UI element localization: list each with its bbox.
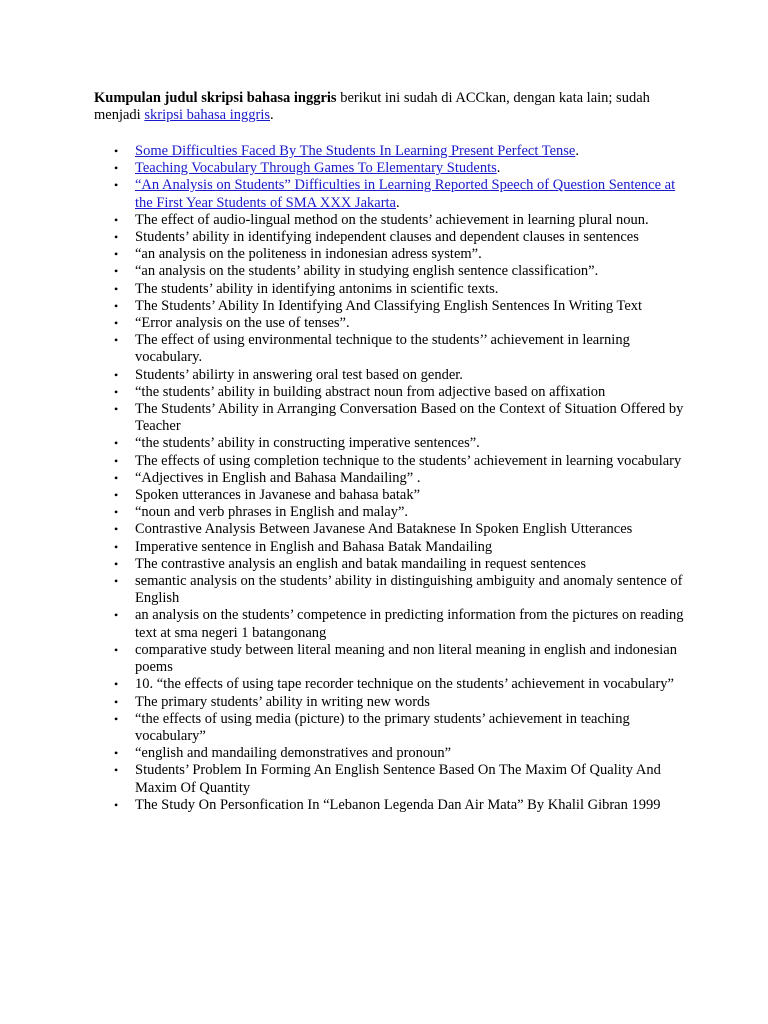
list-item bbox=[114, 280, 695, 298]
title-text: 10. “the effects of using tape recorder technique on the students’ achievement in vocabulary” bbox=[135, 676, 674, 693]
bullet-icon: • bbox=[114, 470, 119, 485]
bullet-icon: • bbox=[114, 212, 119, 227]
list-item bbox=[114, 366, 695, 384]
title-text: Students’ ability in identifying independent clauses and dependent clauses in sentences bbox=[135, 229, 639, 246]
title-text: comparative study between literal meaning and non literal meaning in english and indonesian poems bbox=[135, 641, 677, 676]
list-item bbox=[114, 555, 695, 573]
list-item bbox=[114, 469, 695, 487]
bullet-icon: • bbox=[114, 556, 119, 571]
list-item bbox=[114, 762, 695, 796]
list-item bbox=[114, 263, 695, 280]
title-text: semantic analysis on the students’ ability in distinguishing ambiguity and anomaly sentence of English bbox=[135, 573, 683, 607]
bullet-icon: • bbox=[114, 281, 119, 296]
list-item bbox=[114, 538, 695, 556]
title-text: Spoken utterances in Javanese and bahasa batak” bbox=[135, 487, 421, 504]
bullet-icon: • bbox=[114, 539, 119, 554]
bullet-icon: • bbox=[114, 608, 119, 623]
title-text: Students’ Problem In Forming An English Sentence Based On The Maxim Of Quality And Maxim Of Quantity bbox=[135, 762, 661, 796]
title-text: The Students’ Ability in Arranging Conversation Based on the Context of Situation Offered by Teacher bbox=[135, 401, 684, 435]
title-text: “an analysis on the students’ ability in studying english sentence classification”. bbox=[135, 263, 599, 280]
title-suffix: . bbox=[396, 194, 400, 211]
list-item[interactable] bbox=[114, 143, 695, 160]
intro-end: . bbox=[270, 107, 274, 124]
list-item bbox=[114, 607, 695, 641]
title-text: The primary students’ ability in writing new words bbox=[135, 693, 430, 710]
list-item bbox=[114, 401, 695, 435]
list-item[interactable] bbox=[114, 177, 695, 211]
bullet-icon: • bbox=[114, 488, 119, 503]
bullet-icon: • bbox=[114, 402, 119, 417]
list-item bbox=[114, 383, 695, 401]
bullet-icon: • bbox=[114, 178, 119, 193]
bullet-icon: • bbox=[114, 505, 119, 520]
bullet-icon: • bbox=[114, 264, 119, 279]
title-text: Contrastive Analysis Between Javanese And Bataknese In Spoken English Utterances bbox=[135, 521, 633, 538]
list-item bbox=[114, 332, 695, 366]
title-text: an analysis on the students’ competence in predicting information from the pictures on reading text at sma negeri 1 batangonang bbox=[135, 607, 684, 641]
list-item bbox=[114, 452, 695, 470]
bullet-icon: • bbox=[114, 711, 119, 726]
list-item bbox=[114, 435, 695, 452]
list-item[interactable] bbox=[114, 160, 695, 177]
title-link[interactable]: Teaching Vocabulary Through Games To Elementary Students bbox=[135, 160, 497, 177]
title-text: “noun and verb phrases in English and malay”. bbox=[135, 504, 409, 521]
list-item bbox=[114, 693, 695, 711]
bullet-icon: • bbox=[114, 574, 119, 589]
list-item bbox=[114, 504, 695, 521]
bullet-icon: • bbox=[114, 161, 119, 176]
list-item bbox=[114, 573, 695, 607]
bullet-icon: • bbox=[114, 247, 119, 262]
intro-text: berikut ini sudah di ACCkan, dengan kata lain; sudah menjadi bbox=[94, 90, 650, 124]
title-text: The Students’ Ability In Identifying And Classifying English Sentences In Writing Text bbox=[135, 297, 643, 314]
bullet-icon: • bbox=[114, 436, 119, 451]
list-item bbox=[114, 211, 695, 229]
skripsi-bahasa-inggris-link[interactable]: skripsi bahasa inggris bbox=[144, 107, 270, 124]
list-item bbox=[114, 315, 695, 332]
bullet-icon: • bbox=[114, 677, 119, 692]
intro-bold-lead: Kumpulan judul skripsi bahasa inggris bbox=[94, 90, 337, 106]
list-item bbox=[114, 710, 695, 745]
bullet-icon: • bbox=[114, 763, 119, 778]
title-suffix: . bbox=[496, 160, 501, 177]
list-item bbox=[114, 487, 695, 504]
bullet-icon: • bbox=[114, 642, 119, 657]
title-text: Imperative sentence in English and Bahasa Batak Mandailing bbox=[135, 538, 493, 555]
bullet-icon: • bbox=[114, 316, 119, 331]
title-text: The students’ ability in identifying antonims in scientific texts. bbox=[135, 280, 499, 297]
title-text: “the effects of using media (picture) to the primary students’ achievement in teaching vocabulary” bbox=[135, 710, 630, 744]
bullet-icon: • bbox=[114, 797, 119, 812]
bullet-icon: • bbox=[114, 298, 119, 313]
title-text: “english and mandailing demonstratives and pronoun” bbox=[135, 745, 452, 762]
title-text: “Adjectives in English and Bahasa Mandailing” . bbox=[135, 469, 421, 486]
title-text: “Error analysis on the use of tenses”. bbox=[135, 315, 350, 332]
list-item bbox=[114, 641, 695, 676]
bullet-icon: • bbox=[114, 522, 119, 537]
list-item bbox=[114, 521, 695, 538]
intro-paragraph bbox=[94, 90, 694, 124]
bullet-icon: • bbox=[114, 367, 119, 382]
bullet-icon: • bbox=[114, 453, 119, 468]
list-item bbox=[114, 745, 695, 762]
list-item bbox=[114, 297, 695, 315]
bullet-icon: • bbox=[114, 144, 119, 158]
title-text: Students’ abilirty in answering oral test based on gender. bbox=[135, 366, 463, 383]
bullet-icon: • bbox=[114, 384, 119, 399]
bullet-icon: • bbox=[114, 694, 119, 709]
list-item bbox=[114, 229, 695, 246]
thesis-title-list bbox=[114, 143, 695, 814]
list-item bbox=[114, 796, 695, 814]
list-item bbox=[114, 246, 695, 263]
title-text: The contrastive analysis an english and batak mandailing in request sentences bbox=[135, 555, 586, 572]
title-text: “the students’ ability in building abstract noun from adjective based on affixation bbox=[135, 383, 606, 400]
bullet-icon: • bbox=[114, 333, 119, 348]
bullet-icon: • bbox=[114, 230, 119, 245]
title-link[interactable]: Some Difficulties Faced By The Students In Learning Present Perfect Tense bbox=[135, 143, 576, 159]
title-text: The effects of using completion technique to the students’ achievement in learning vocabulary bbox=[135, 452, 682, 469]
bullet-icon: • bbox=[114, 746, 119, 761]
title-link[interactable]: “An Analysis on Students” Difficulties in Learning Reported Speech of Question Sentence at the First Year Students of SMA XXX Jakarta bbox=[135, 177, 676, 211]
list-item bbox=[114, 676, 695, 693]
title-text: “an analysis on the politeness in indonesian adress system”. bbox=[135, 246, 482, 263]
title-text: The Study On Personfication In “Lebanon Legenda Dan Air Mata” By Khalil Gibran 1999 bbox=[135, 796, 661, 813]
title-text: The effect of audio-lingual method on the students’ achievement in learning plural noun. bbox=[135, 211, 649, 228]
title-suffix: . bbox=[575, 143, 579, 159]
title-text: “the students’ ability in constructing imperative sentences”. bbox=[135, 435, 480, 452]
title-text: The effect of using environmental technique to the students’’ achievement in learning vocabulary. bbox=[135, 332, 630, 366]
